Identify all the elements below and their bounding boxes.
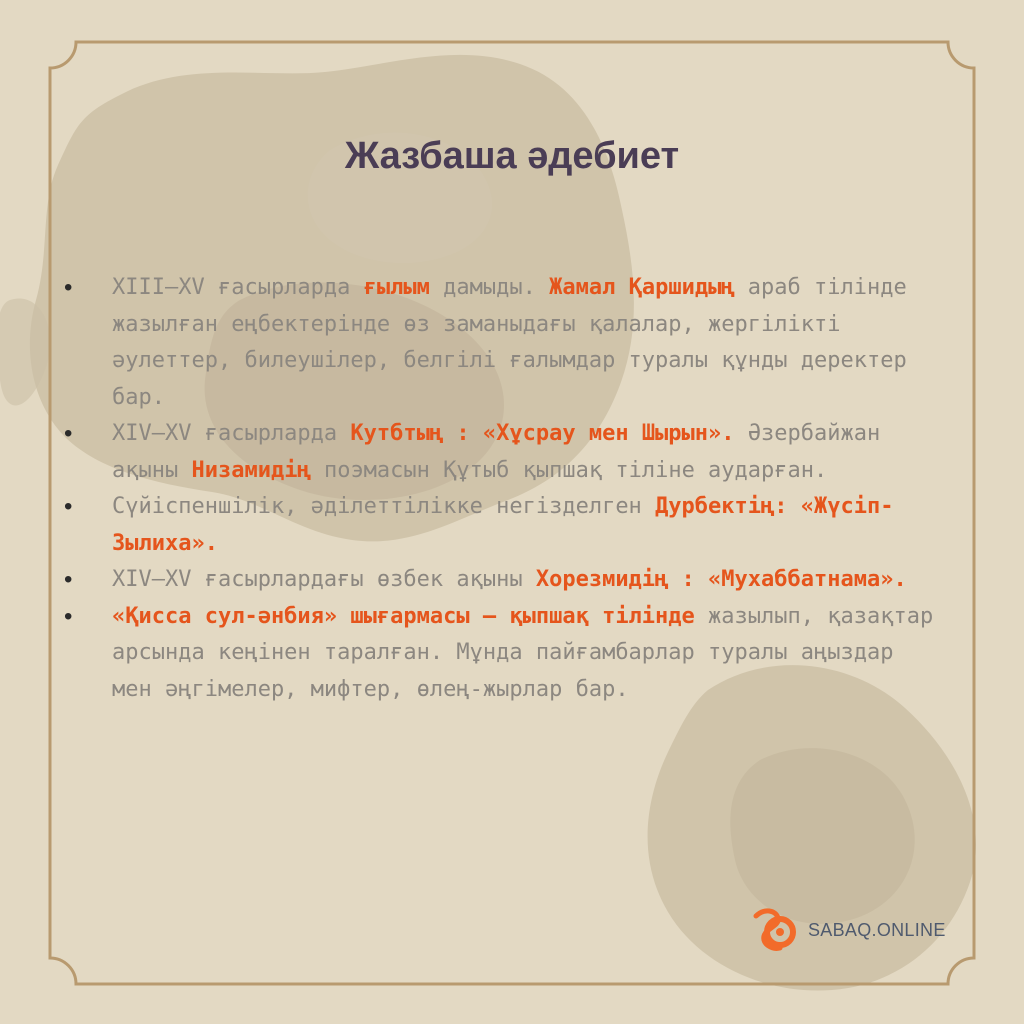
- bullet-list: [62, 270, 942, 708]
- bullet-dot-icon: •: [64, 420, 73, 447]
- list-item: [62, 416, 942, 489]
- list-item: [62, 599, 942, 709]
- body-text: XIII–XV ғасырларда: [112, 275, 364, 300]
- logo-text: SABAQ.ONLINE: [808, 919, 946, 940]
- body-text: араб тілінде жазылған еңбектерінде өз заманыдағы қалалар, жергілікті әулеттер, билеушілер, белгілі ғалымдар туралы құнды деректер бар.: [112, 275, 907, 410]
- body-text: Сүйіспеншілік, әділеттілікке негізделген: [112, 494, 656, 519]
- body-text: поэмасын Құтыб қыпшақ тіліне аударған.: [310, 457, 828, 483]
- highlighted-text: ғылым: [363, 275, 430, 300]
- highlighted-text: Дурбектің: «Жүсіп-Зылиха».: [112, 494, 894, 556]
- highlighted-text: «Қисса сул-әнбия» шығармасы – қыпшақ тілінде: [112, 603, 695, 629]
- body-text: жазылып, қазақтар арсында кеңінен таралған. Мұнда пайғамбарлар туралы аңыздар мен әңгімелер, мифтер, өлең-жырлар бар.: [112, 603, 934, 702]
- bullet-dot-icon: •: [64, 602, 73, 630]
- bullet-dot-icon: •: [64, 274, 73, 301]
- sabaq-logo-icon: [750, 906, 802, 954]
- list-item: [62, 562, 942, 599]
- body-text: дамыды.: [429, 275, 550, 300]
- bullet-dot-icon: •: [64, 493, 73, 520]
- highlighted-text: Жамал Қаршидың: [549, 275, 735, 300]
- list-item: [62, 489, 942, 562]
- highlighted-text: Хорезмидің : «Мухаббатнама».: [535, 567, 907, 592]
- highlighted-text: Кутбтың : «Хұсрау мен Шырын».: [350, 421, 735, 446]
- highlighted-text: Низамидің: [191, 457, 311, 483]
- bullet-dot-icon: •: [64, 566, 73, 593]
- page-title: Жазбаша әдебиет: [344, 135, 680, 177]
- body-text: XIV–XV ғасырлардағы өзбек ақыны: [112, 567, 536, 592]
- list-item: [62, 270, 942, 416]
- body-text: XIV–XV ғасырларда: [112, 421, 351, 446]
- brand-logo[interactable]: [750, 906, 946, 954]
- body-text: Әзербайжан ақыны: [112, 421, 881, 483]
